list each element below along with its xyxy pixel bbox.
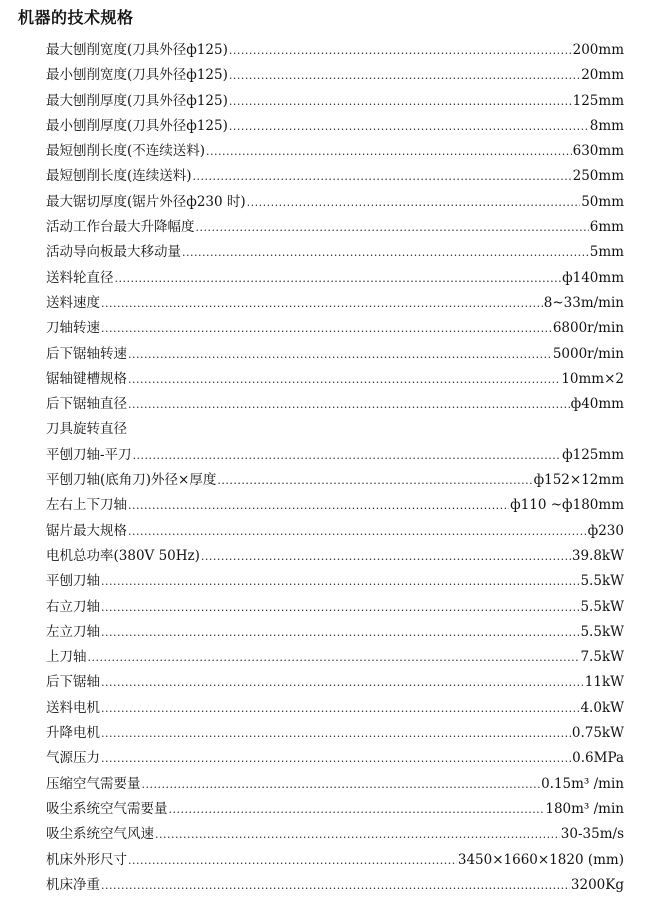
dot-leader bbox=[142, 772, 541, 797]
spec-label: 吸尘系统空气需要量 bbox=[46, 800, 168, 817]
spec-row bbox=[46, 89, 624, 114]
spec-row bbox=[46, 569, 624, 594]
spec-row bbox=[46, 595, 624, 620]
spec-value: 30-35m/s bbox=[560, 826, 624, 843]
spec-label: 刀具旋转直径 bbox=[46, 421, 127, 438]
dot-leader bbox=[101, 746, 571, 771]
spec-value: 3200Kg bbox=[570, 876, 624, 893]
spec-row bbox=[46, 544, 624, 569]
spec-value: ф230 bbox=[587, 522, 624, 539]
dot-leader bbox=[128, 519, 587, 544]
spec-label: 左立刀轴 bbox=[46, 623, 100, 640]
spec-value: 5.5kW bbox=[580, 573, 624, 590]
dot-leader bbox=[201, 544, 571, 569]
spec-label: 平刨刀轴 bbox=[46, 573, 100, 590]
spec-label: 后下锯轴直径 bbox=[46, 396, 127, 413]
spec-label: 锯轴键槽规格 bbox=[46, 370, 127, 387]
spec-label: 送料电机 bbox=[46, 699, 100, 716]
spec-label: 右立刀轴 bbox=[46, 598, 100, 615]
spec-row bbox=[46, 164, 624, 189]
spec-row bbox=[46, 468, 624, 493]
spec-row bbox=[46, 620, 624, 645]
dot-leader bbox=[101, 316, 552, 341]
spec-label: 左右上下刀轴 bbox=[46, 497, 127, 514]
spec-label: 刀轴转速 bbox=[46, 320, 100, 337]
spec-label: 平刨刀轴(底角刀)外径×厚度 bbox=[46, 472, 217, 489]
spec-label: 最短刨削长度(连续送料) bbox=[46, 168, 192, 185]
spec-value: 20mm bbox=[581, 67, 624, 84]
spec-value: 39.8kW bbox=[571, 547, 624, 564]
dot-leader bbox=[128, 493, 509, 518]
spec-value: 5mm bbox=[589, 244, 624, 261]
dot-leader bbox=[128, 392, 570, 417]
dot-leader bbox=[101, 569, 579, 594]
spec-row bbox=[46, 38, 624, 63]
spec-value: 200mm bbox=[572, 42, 624, 58]
spec-value: 11kW bbox=[584, 674, 624, 691]
spec-row bbox=[46, 139, 624, 164]
dot-leader bbox=[101, 873, 570, 898]
dot-leader bbox=[128, 342, 552, 367]
spec-row bbox=[46, 822, 624, 847]
spec-row bbox=[46, 848, 624, 873]
spec-value: 4.0kW bbox=[580, 699, 624, 716]
spec-row bbox=[46, 493, 624, 518]
spec-row bbox=[46, 645, 624, 670]
spec-label: 上刀轴 bbox=[46, 649, 87, 666]
dot-leader bbox=[247, 190, 581, 215]
spec-row bbox=[46, 721, 624, 746]
spec-value: 5.5kW bbox=[580, 598, 624, 615]
spec-label: 压缩空气需要量 bbox=[46, 775, 141, 792]
spec-value: 7.5kW bbox=[580, 649, 624, 666]
spec-value: ф152×12mm bbox=[533, 472, 624, 489]
dot-leader bbox=[217, 468, 532, 493]
spec-label: 送料轮直径 bbox=[46, 269, 114, 286]
spec-value: 6800r/min bbox=[552, 320, 624, 337]
spec-row bbox=[46, 873, 624, 898]
spec-label: 气源压力 bbox=[46, 750, 100, 767]
spec-label: 最大锯切厚度(锯片外径ф230 时) bbox=[46, 193, 246, 210]
spec-label: 平刨刀轴-平刀 bbox=[46, 446, 132, 463]
dot-leader bbox=[128, 367, 560, 392]
spec-value: 630mm bbox=[572, 143, 624, 160]
dot-leader bbox=[133, 443, 562, 468]
page-title: 机器的技术规格 bbox=[18, 8, 134, 27]
dot-leader bbox=[229, 89, 572, 114]
spec-value: 0.6MPa bbox=[572, 750, 624, 767]
spec-label: 吸尘系统空气风速 bbox=[46, 826, 154, 843]
spec-value: 8mm bbox=[589, 117, 624, 134]
spec-row bbox=[46, 797, 624, 822]
spec-row bbox=[46, 443, 624, 468]
spec-label: 升降电机 bbox=[46, 725, 100, 742]
dot-leader bbox=[155, 822, 560, 847]
spec-label: 机床净重 bbox=[46, 876, 100, 893]
dot-leader bbox=[101, 595, 579, 620]
dot-leader bbox=[229, 38, 572, 63]
spec-value: 6mm bbox=[589, 219, 624, 236]
dot-leader bbox=[206, 139, 572, 164]
dot-leader bbox=[229, 114, 589, 139]
spec-row bbox=[46, 190, 624, 215]
spec-label: 后下锯轴转速 bbox=[46, 345, 127, 362]
spec-value: ф125mm bbox=[562, 446, 624, 463]
spec-row bbox=[46, 215, 624, 240]
spec-value: 3450×1660×1820 (mm) bbox=[457, 851, 624, 868]
spec-label: 机床外形尺寸 bbox=[46, 851, 127, 868]
spec-label: 最大刨削厚度(刀具外径ф125) bbox=[46, 92, 228, 109]
spec-row bbox=[46, 367, 624, 392]
spec-row bbox=[46, 519, 624, 544]
spec-label: 最小刨削宽度(刀具外径ф125) bbox=[46, 67, 228, 84]
spec-value: 5.5kW bbox=[580, 623, 624, 640]
spec-row bbox=[46, 291, 624, 316]
spec-value: 0.75kW bbox=[571, 725, 624, 742]
spec-row bbox=[46, 240, 624, 265]
dot-leader bbox=[101, 670, 584, 695]
spec-row bbox=[46, 696, 624, 721]
spec-row bbox=[46, 63, 624, 88]
spec-value: ф110 ~ф180mm bbox=[510, 497, 624, 514]
spec-value: 8~33m/min bbox=[543, 294, 624, 311]
dot-leader bbox=[101, 721, 571, 746]
spec-row bbox=[46, 392, 624, 417]
spec-value: ф140mm bbox=[562, 269, 624, 286]
dot-leader bbox=[169, 797, 545, 822]
spec-row bbox=[46, 772, 624, 797]
dot-leader bbox=[229, 63, 580, 88]
spec-label: 最大刨削宽度(刀具外径ф125) bbox=[46, 42, 228, 58]
spec-label: 后下锯轴 bbox=[46, 674, 100, 691]
spec-list bbox=[46, 38, 624, 898]
spec-row bbox=[46, 342, 624, 367]
spec-row bbox=[46, 746, 624, 771]
spec-value: 5000r/min bbox=[552, 345, 624, 362]
spec-value: 180m³ /min bbox=[545, 800, 624, 817]
spec-label: 最小刨削厚度(刀具外径ф125) bbox=[46, 117, 228, 134]
spec-value: 250mm bbox=[572, 168, 624, 185]
spec-value: 125mm bbox=[572, 92, 624, 109]
dot-leader bbox=[115, 266, 562, 291]
dot-leader bbox=[101, 696, 579, 721]
spec-row bbox=[46, 670, 624, 695]
dot-leader bbox=[101, 620, 579, 645]
spec-label: 最短刨削长度(不连续送料) bbox=[46, 143, 206, 160]
dot-leader bbox=[196, 215, 589, 240]
spec-label: 电机总功率(380V 50Hz) bbox=[46, 547, 200, 564]
spec-row bbox=[46, 266, 624, 291]
spec-value: 10mm×2 bbox=[561, 370, 624, 387]
dot-leader bbox=[128, 848, 457, 873]
dot-leader bbox=[88, 645, 580, 670]
spec-label: 送料速度 bbox=[46, 294, 100, 311]
spec-label: 活动导向板最大移动量 bbox=[46, 244, 181, 261]
spec-label: 活动工作台最大升降幅度 bbox=[46, 219, 195, 236]
spec-row bbox=[46, 114, 624, 139]
spec-row bbox=[46, 417, 624, 442]
spec-value: ф40mm bbox=[570, 396, 624, 413]
dot-leader bbox=[101, 291, 543, 316]
dot-leader bbox=[182, 240, 589, 265]
spec-value: 0.15m³ /min bbox=[541, 775, 624, 792]
spec-value: 50mm bbox=[581, 193, 624, 210]
spec-row bbox=[46, 316, 624, 341]
spec-label: 锯片最大规格 bbox=[46, 522, 127, 539]
dot-leader bbox=[193, 164, 572, 189]
